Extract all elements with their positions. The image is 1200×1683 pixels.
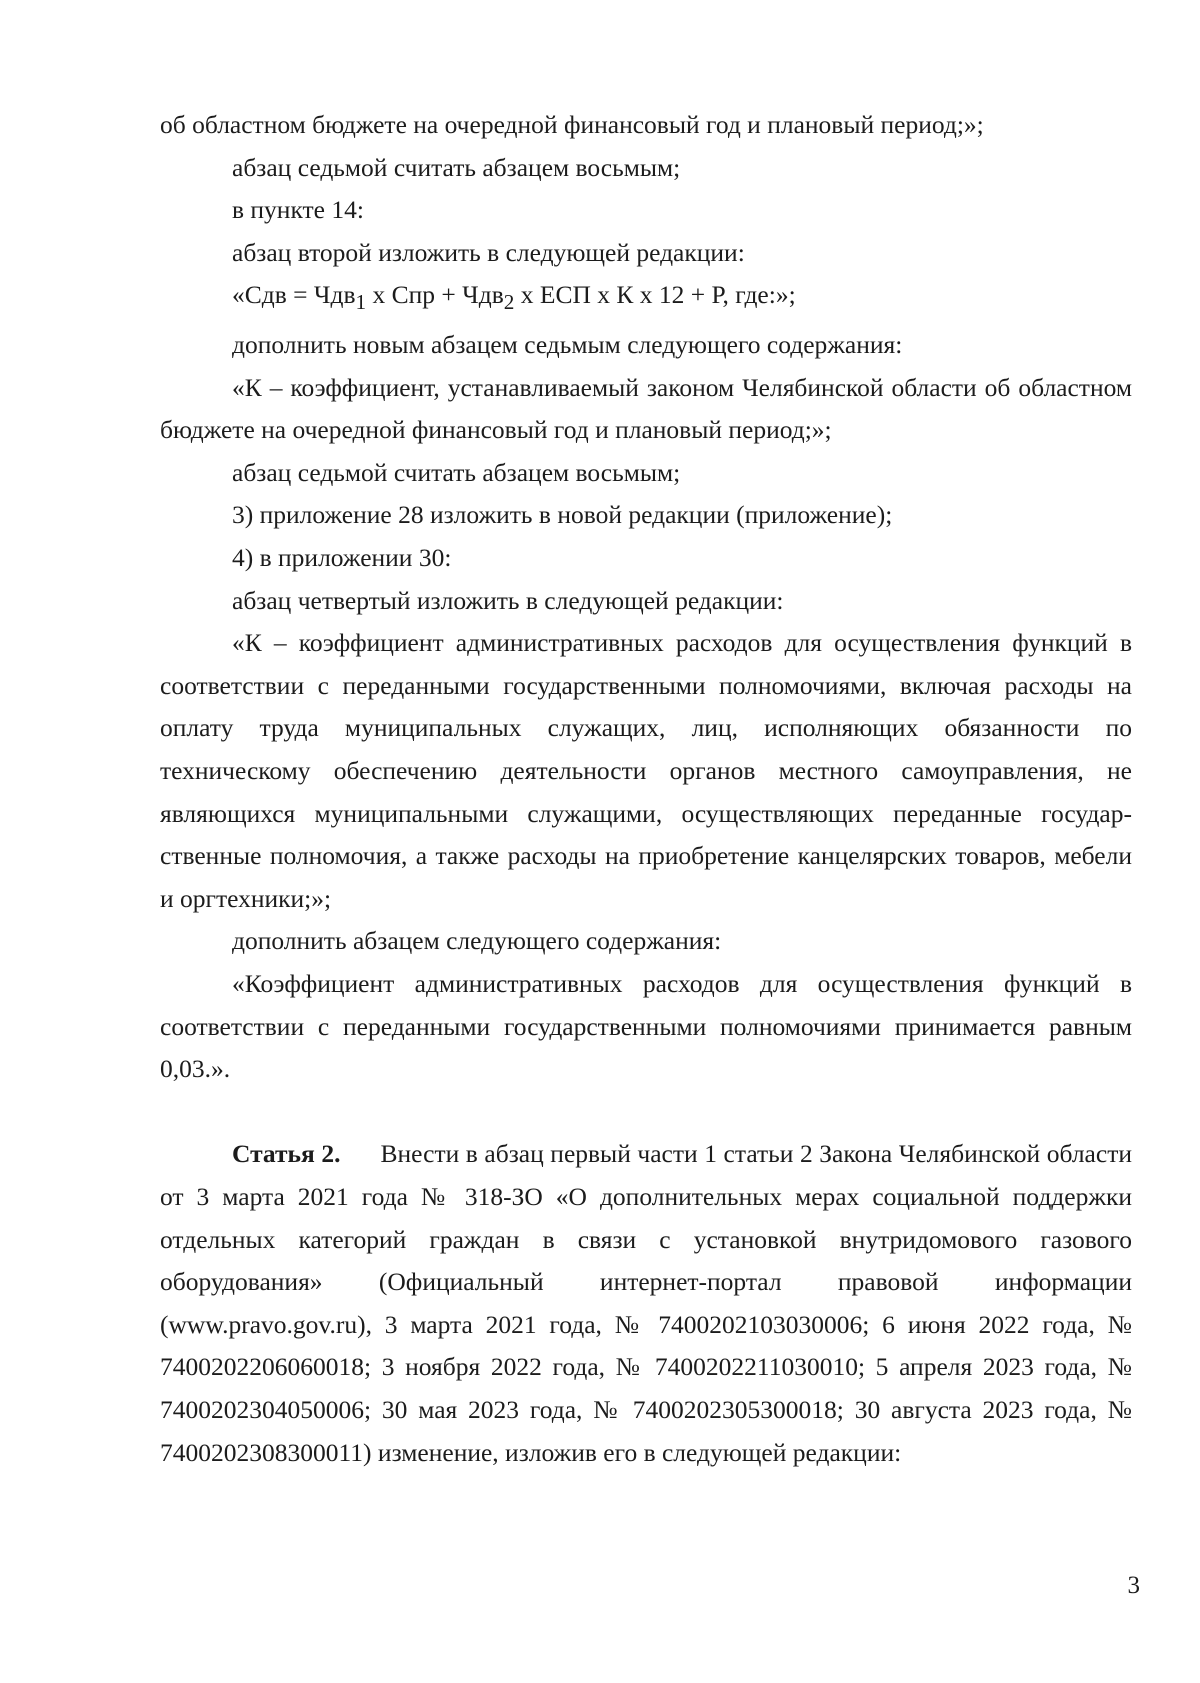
paragraph: «К – коэффициент, устанавливаемый законом Челябинской области об областном бюджете на очередной финансовый год и плановый период;»; [160, 372, 1132, 445]
article-text: Внести в абзац первый части 1 статьи 2 Закона Челябинской области от 3 марта 2021 года № 318-ЗО «О дополнительных мерах социальной поддержки отдельных категорий граждан в связи с установкой внутридомового газового оборудования» (Официальный интернет-портал правовой информации (www.pravo.gov.ru), 3 марта 2021 года, № 7400202103030006; 6 июня 2022 года, № 7400202206060018; 3 ноября 2022 года, № 7400202211030010; 5 апреля 2023 года, № 7400202304050006; 30 мая 2023 года, № 7400202305300018; 30 августа 2023 года, № 7400202308300011) изменение, изложив его в следующей редакции: [160, 1139, 1132, 1467]
article-paragraph [160, 1133, 1132, 1474]
paragraph: дополнить новым абзацем седьмым следующего содержания: [232, 330, 903, 360]
formula-lhs: «Сдв = Чдв [232, 280, 356, 310]
paragraph: в пункте 14: [232, 195, 364, 225]
paragraph: «К – коэффициент административных расходов для осуществления функций в соответствии с переданными государственными полномочиями, включая расходы на оплату труда муниципальных служащих, лиц, исполняющих обязанности по техническому обеспечению деятельности органов местного самоуправления, не являющихся муниципальными служащими, осуществляющих переданные государственные полномочия, а также расходы на приобретение канцелярских товаров, мебели и оргтехники;»; [160, 628, 1132, 913]
document-body [160, 104, 1132, 1474]
paragraph: дополнить абзацем следующего содержания: [232, 926, 722, 956]
page-number: 3 [1127, 1572, 1140, 1599]
formula-subscript-2: 2 [503, 290, 515, 315]
formula-rhs: х ЕСП х К х 12 + Р, где:»; [514, 280, 796, 310]
paragraph: «Коэффициент административных расходов для осуществления функций в соответствии с переданными государственными полномочиями принимается равным 0,03.». [160, 968, 1132, 1084]
paragraph: абзац седьмой считать абзацем восьмым; [232, 152, 681, 182]
paragraph: об областном бюджете на очередной финансовый год и плановый период;»; [160, 110, 984, 139]
formula-mid: х Спр + Чдв [366, 280, 504, 310]
formula-subscript-1: 1 [355, 290, 367, 315]
paragraph: абзац второй изложить в следующей редакции: [232, 237, 745, 267]
paragraph: 3) приложение 28 изложить в новой редакции (приложение); [232, 500, 893, 530]
article-label: Статья 2. [232, 1139, 341, 1169]
paragraph: абзац четвертый изложить в следующей редакции: [232, 585, 784, 615]
formula-paragraph [160, 274, 1132, 324]
paragraph: 4) в приложении 30: [232, 543, 452, 573]
paragraph: абзац седьмой считать абзацем восьмым; [232, 457, 681, 487]
